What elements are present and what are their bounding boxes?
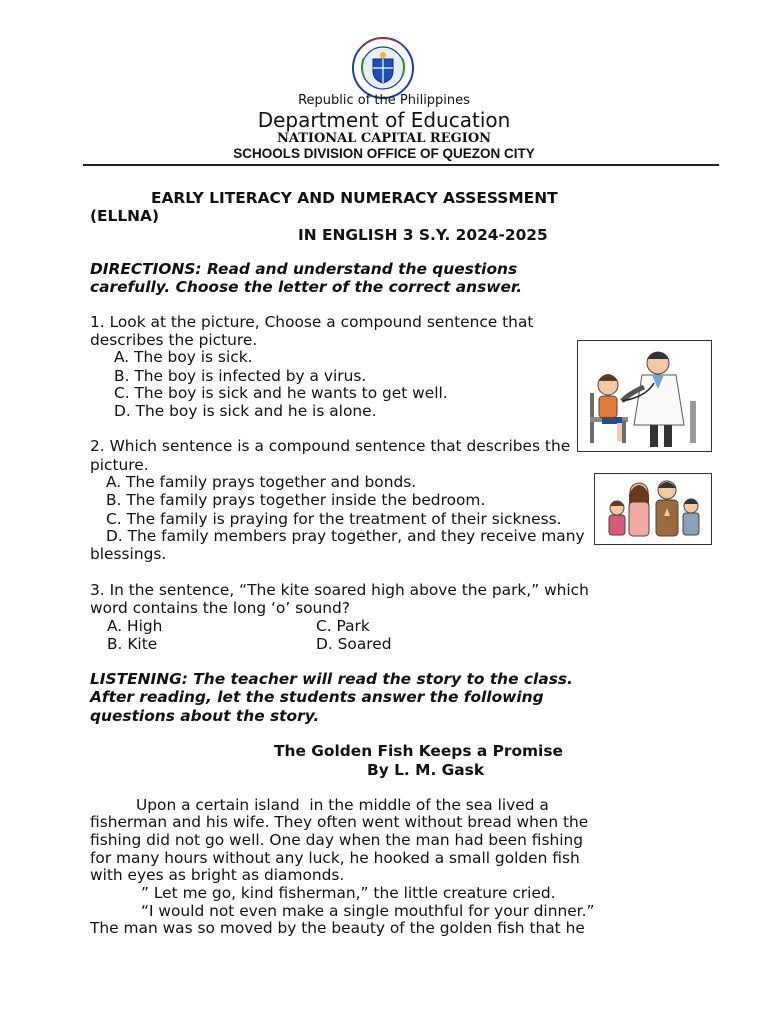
story-line6: ” Let me go, kind fisherman,” the little creature cried.: [141, 884, 556, 902]
story-line4: for many hours without any luck, he hooked a small golden fish: [90, 849, 580, 867]
story-title: The Golden Fish Keeps a Promise: [274, 742, 563, 760]
q2-option-b: B. The family prays together inside the bedroom.: [106, 491, 486, 509]
q1-stem-line2: describes the picture.: [90, 331, 258, 349]
q1-option-a: A. The boy is sick.: [114, 348, 253, 366]
family-praying-picture: [594, 473, 712, 545]
doctor-boy-picture: [577, 340, 712, 452]
q3-stem-line1: 3. In the sentence, “The kite soared high above the park,” which: [90, 581, 589, 599]
listening-line1: LISTENING: The teacher will read the story to the class.: [90, 670, 573, 688]
family-praying-icon: [595, 474, 711, 544]
doctor-examining-boy-icon: [578, 341, 711, 451]
q2-stem-line2: picture.: [90, 456, 149, 474]
q2-stem-line1: 2. Which sentence is a compound sentence that describes the: [90, 437, 571, 455]
q1-stem-line1: 1. Look at the picture, Choose a compound sentence that: [90, 313, 534, 331]
q3-option-a: A. High: [107, 617, 163, 635]
department-name: Department of Education: [257, 108, 511, 132]
q1-option-b: B. The boy is infected by a virus.: [114, 367, 367, 385]
assessment-title-line2: (ELLNA): [90, 207, 159, 225]
story-line1: Upon a certain island in the middle of the sea lived a: [136, 796, 549, 814]
story-author: By L. M. Gask: [367, 761, 485, 779]
story-line7: “I would not even make a single mouthful for your dinner.”: [141, 902, 595, 920]
assessment-title-line3: IN ENGLISH 3 S.Y. 2024-2025: [298, 226, 548, 244]
story-line8: The man was so moved by the beauty of the golden fish that he: [90, 919, 585, 937]
q3-option-b: B. Kite: [107, 635, 158, 653]
story-line3: fishing did not go well. One day when the man had been fishing: [90, 831, 584, 849]
q1-option-c: C. The boy is sick and he wants to get well.: [114, 384, 448, 402]
story-line5: with eyes as bright as diamonds.: [90, 866, 345, 884]
story-line2: fisherman and his wife. They often went without bread when the: [90, 813, 589, 831]
q3-stem-line2: word contains the long ‘o’ sound?: [90, 599, 350, 617]
q2-option-c: C. The family is praying for the treatment of their sickness.: [106, 510, 562, 528]
directions-line1: DIRECTIONS: Read and understand the questions: [90, 260, 518, 278]
q3-option-c: C. Park: [316, 617, 370, 635]
listening-line3: questions about the story.: [90, 707, 320, 725]
q3-option-d: D. Soared: [316, 635, 392, 653]
division-name: SCHOOLS DIVISION OFFICE OF QUEZON CITY: [233, 146, 535, 161]
header-divider: [83, 164, 719, 166]
assessment-title-line1: EARLY LITERACY AND NUMERACY ASSESSMENT: [151, 189, 558, 207]
deped-seal-icon: [352, 37, 414, 99]
q2-option-d-cont: blessings.: [90, 545, 167, 563]
q2-option-d: D. The family members pray together, and they receive many: [106, 527, 585, 545]
deped-seal: [352, 37, 414, 99]
q2-option-a: A. The family prays together and bonds.: [106, 473, 417, 491]
republic-label: Republic of the Philippines: [298, 93, 470, 108]
directions-line2: carefully. Choose the letter of the correct answer.: [90, 278, 523, 296]
q1-option-d: D. The boy is sick and he is alone.: [114, 402, 377, 420]
region-name: NATIONAL CAPITAL REGION: [276, 131, 492, 146]
listening-line2: After reading, let the students answer the following: [90, 688, 544, 706]
